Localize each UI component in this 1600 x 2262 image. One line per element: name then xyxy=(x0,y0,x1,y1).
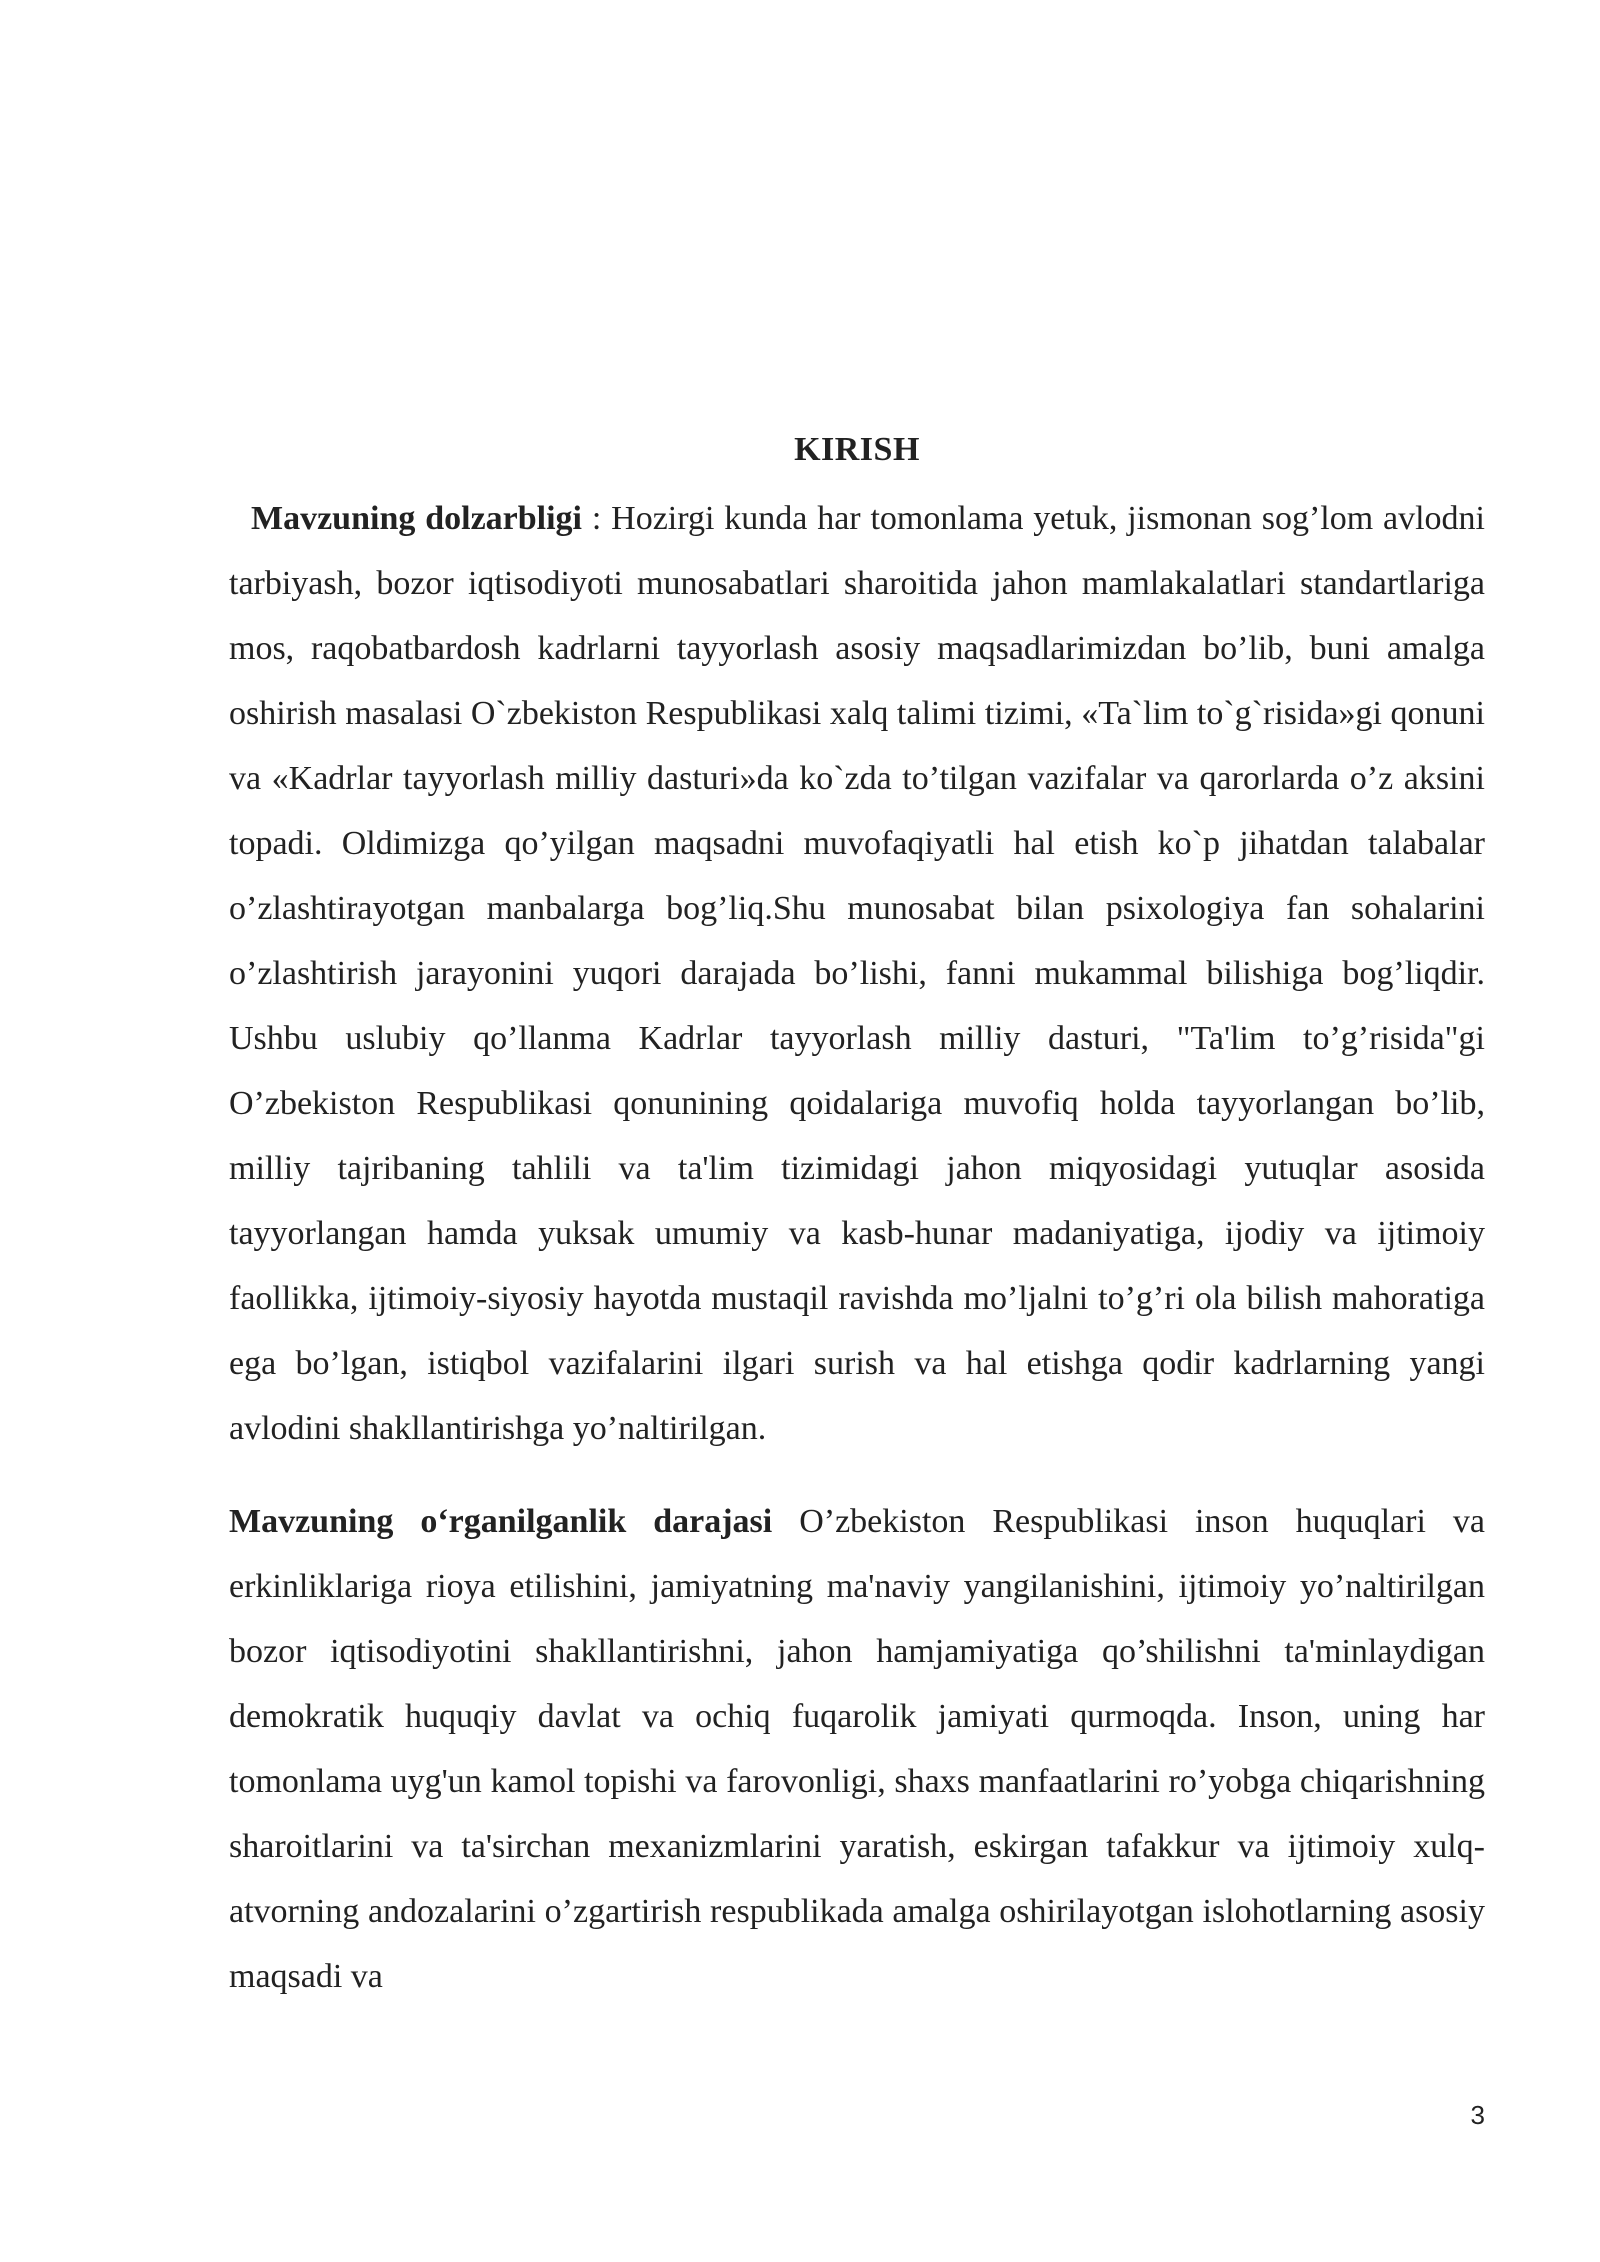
paragraph-study-level xyxy=(229,1489,1485,2009)
paragraph-study-level-lead: Mavzuning o‘rganilganlik darajasi xyxy=(229,1503,773,1540)
page-title: KIRISH xyxy=(794,431,920,468)
page-number: 3 xyxy=(1470,2100,1485,2130)
paragraph-study-level-text: O’zbekiston Respublikasi inson huquqlari va erkinliklariga rioya etilishini, jamiyatning ma'naviy yangilanishini, ijtimoiy yo’naltirilgan bozor iqtisodiyotini shakllantirishni, jahon hamjamiyatiga qo’shilishni ta'minlaydigan demokratik huquqiy davlat va ochiq fuqarolik jamiyati qurmoqda. Inson, uning har tomonlama uyg'un kamol topishi va farovonligi, shaxs manfaatlarini ro’yobga chiqarishning sharoitlarini va ta'sirchan mexanizmlarini yaratish, eskirgan tafakkur va ijtimoiy xulq-atvorning andozalarini o’zgartirish respublikada amalga oshirilayotgan islohotlarning asosiy maqsadi va xyxy=(229,1503,1486,1995)
paragraph-relevance-lead: Mavzuning dolzarbligi xyxy=(251,500,582,537)
paragraph-relevance-text: : Hozirgi kunda har tomonlama yetuk, jismonan sog’lom avlodni tarbiyash, bozor iqtisodiyoti munosabatlari sharoitida jahon mamlakalatlari standartlariga mos, raqobatbardosh kadrlarni tayyorlash asosiy maqsadlarimizdan bo’lib, buni amalga oshirish masalasi O`zbekiston Respublikasi xalq talimi tizimi, «Ta`lim to`g`risida»gi qonuni va «Kadrlar tayyorlash milliy dasturi»da ko`zda to’tilgan vazifalar va qarorlarda o’z aksini topadi. Oldimizga qo’yilgan maqsadni muvofaqiyatli hal etish ko`p jihatdan talabalar o’zlashtirayotgan manbalarga bog’liq.Shu munosabat bilan psixologiya fan sohalarini o’zlashtirish jarayonini yuqori darajada bo’lishi, fanni mukammal bilishiga bog’liqdir. Ushbu uslubiy qo’llanma Kadrlar tayyorlash milliy dasturi, "Ta'lim to’g’risida"gi O’zbekiston Respublikasi qonunining qoidalariga muvofiq holda tayyorlangan bo’lib, milliy tajribaning tahlili va ta'lim tizimidagi jahon miqyosidagi yutuqlar asosida tayyorlangan hamda yuksak umumiy va kasb-hunar madaniyatiga, ijodiy va ijtimoiy faollikka, ijtimoiy-siyosiy hayotda mustaqil ravishda mo’ljalni to’g’ri ola bilish mahoratiga ega bo’lgan, istiqbol vazifalarini ilgari surish va hal etishga qodir kadrlarning yangi avlodini shakllantirishga yo’naltirilgan. xyxy=(229,500,1485,1447)
page-content xyxy=(229,420,1485,2009)
paragraph-relevance xyxy=(229,486,1485,1461)
